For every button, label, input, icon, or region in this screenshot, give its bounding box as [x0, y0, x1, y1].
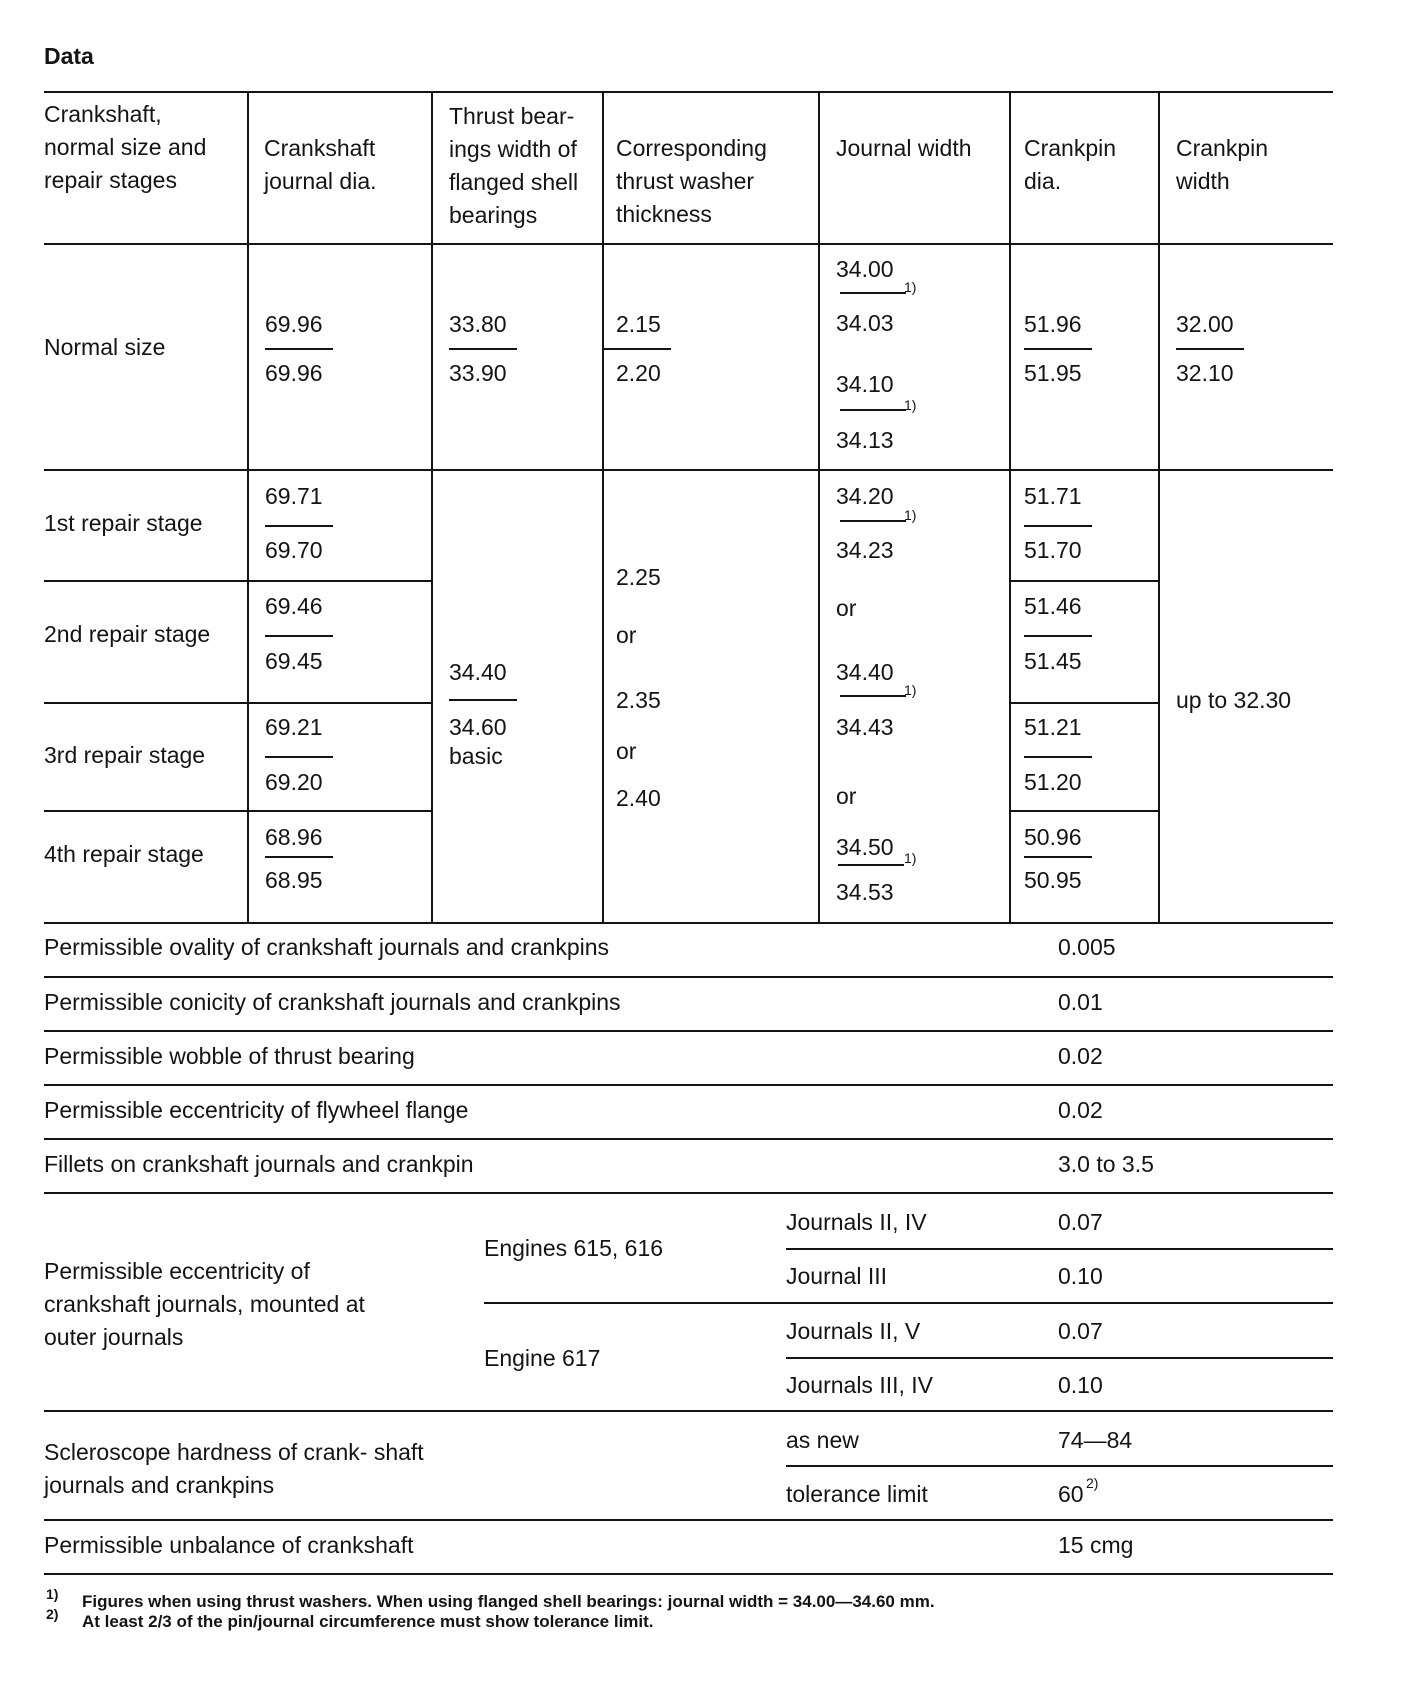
- fraction-bar: [840, 409, 906, 411]
- fraction-bar: [265, 756, 333, 758]
- row-rule: [44, 1138, 1333, 1140]
- fraction-bar: [265, 635, 333, 637]
- spec-label-ovality: Permissible ovality of crankshaft journals and crankpins: [44, 934, 610, 960]
- row-divider: [1010, 702, 1158, 704]
- repair-3-journal-dia-min: 69.20: [265, 769, 323, 795]
- repair-2-crankpin-dia-max: 51.46: [1024, 593, 1082, 619]
- spec-label-flywheel: Permissible eccentricity of flywheel flange: [44, 1097, 469, 1123]
- repair-thrust-width-min: 34.40: [449, 659, 507, 685]
- fraction-bar: [840, 520, 906, 522]
- fraction-bar: [1176, 348, 1244, 350]
- repair-washer-or: or: [616, 622, 637, 648]
- spec-label-conicity: Permissible conicity of crankshaft journals and crankpins: [44, 989, 621, 1015]
- repair-thrust-width-note: basic: [449, 743, 503, 769]
- column-divider: [818, 91, 820, 922]
- row-rule: [44, 1084, 1333, 1086]
- column-divider: [1009, 91, 1011, 922]
- footnote-2-text: At least 2/3 of the pin/journal circumference must show tolerance limit.: [82, 1612, 654, 1631]
- footnote-1-text: Figures when using thrust washers. When using flanged shell bearings: journal width = 34.00—34.60 mm.: [82, 1592, 935, 1611]
- repair-4-crankpin-dia-max: 50.96: [1024, 824, 1082, 850]
- main-table-bottom-rule: [44, 922, 1333, 924]
- repair-1-crankpin-dia-max: 51.71: [1024, 483, 1082, 509]
- eccentricity-value: 0.10: [1058, 1263, 1103, 1289]
- normal-journal-width-2-max: 34.13: [836, 427, 894, 453]
- engine-group-615-616: Engines 615, 616: [484, 1235, 664, 1261]
- fraction-bar: [838, 864, 904, 866]
- repair-2-crankpin-dia-min: 51.45: [1024, 648, 1082, 674]
- column-divider: [1158, 91, 1160, 922]
- fraction-bar: [265, 348, 333, 350]
- fraction-bar: [265, 525, 333, 527]
- normal-journal-width-1-max: 34.03: [836, 310, 894, 336]
- journals-label: Journal III: [786, 1263, 887, 1289]
- unbalance-value: 15 cmg: [1058, 1532, 1134, 1558]
- repair-washer-2: 2.35: [616, 687, 661, 713]
- footnote-marker-1: 1): [904, 850, 917, 866]
- hardness-condition: tolerance limit: [786, 1481, 928, 1507]
- hardness-label: Scleroscope hardness of crank- shaft journals and crankpins: [44, 1439, 424, 1498]
- repair-journal-width-1-min: 34.20: [836, 483, 894, 509]
- spec-value-wobble: 0.02: [1058, 1043, 1103, 1069]
- row-divider: [44, 810, 432, 812]
- repair-journal-width-or: or: [836, 783, 857, 809]
- normal-thrust-width-max: 33.90: [449, 360, 507, 386]
- normal-washer-max: 2.20: [616, 360, 661, 386]
- fraction-bar: [840, 292, 906, 294]
- row-divider: [44, 580, 432, 582]
- fraction-bar: [449, 699, 517, 701]
- normal-washer-min: 2.15: [616, 311, 661, 337]
- row-rule: [44, 1192, 1333, 1194]
- header-journal-width: Journal width: [836, 135, 972, 161]
- row-label-repair-2: 2nd repair stage: [44, 621, 211, 647]
- journals-label: Journals II, V: [786, 1318, 921, 1344]
- row-label-repair-1: 1st repair stage: [44, 510, 203, 536]
- hardness-condition: as new: [786, 1427, 859, 1453]
- row-label-repair-3: 3rd repair stage: [44, 742, 206, 768]
- repair-2-journal-dia-max: 69.46: [265, 593, 323, 619]
- repair-crankpin-width: up to 32.30: [1176, 687, 1292, 713]
- row-rule: [44, 1410, 1333, 1412]
- journals-label: Journals II, IV: [786, 1209, 927, 1235]
- column-divider: [602, 91, 604, 922]
- eccentricity-value: 0.07: [1058, 1209, 1103, 1235]
- header-stages: Crankshaft, normal size and repair stages: [44, 101, 207, 193]
- normal-journal-dia-min: 69.96: [265, 360, 323, 386]
- repair-1-crankpin-dia-min: 51.70: [1024, 537, 1082, 563]
- hardness-value: 74—84: [1058, 1427, 1133, 1453]
- normal-crankpin-width-min: 32.00: [1176, 311, 1234, 337]
- spec-value-flywheel: 0.02: [1058, 1097, 1103, 1123]
- normal-row-bottom-rule: [44, 469, 1333, 471]
- fraction-bar: [603, 348, 671, 350]
- row-rule: [786, 1465, 1333, 1467]
- footnote-1-marker: 1): [46, 1586, 59, 1602]
- page-title: Data: [44, 43, 94, 69]
- header-thrust-width: Thrust bear- ings width of flanged shell bearings: [449, 103, 579, 228]
- normal-journal-dia-max: 69.96: [265, 311, 323, 337]
- repair-1-journal-dia-min: 69.70: [265, 537, 323, 563]
- row-label-normal: Normal size: [44, 334, 166, 360]
- header-journal-dia: Crankshaft journal dia.: [264, 135, 377, 194]
- footnote-marker-1: 1): [904, 682, 917, 698]
- footnote-marker-2: 2): [1086, 1475, 1099, 1491]
- row-rule: [44, 1030, 1333, 1032]
- repair-washer-or: or: [616, 738, 637, 764]
- repair-washer-1: 2.25: [616, 564, 661, 590]
- normal-crankpin-dia-max: 51.96: [1024, 311, 1082, 337]
- row-divider: [44, 702, 432, 704]
- spec-value-ovality: 0.005: [1058, 934, 1116, 960]
- normal-crankpin-dia-min: 51.95: [1024, 360, 1082, 386]
- fraction-bar: [1024, 525, 1092, 527]
- spec-label-wobble: Permissible wobble of thrust bearing: [44, 1043, 415, 1069]
- column-divider: [247, 91, 249, 922]
- fraction-bar: [265, 856, 333, 858]
- unbalance-label: Permissible unbalance of crankshaft: [44, 1532, 414, 1558]
- repair-3-crankpin-dia-max: 51.21: [1024, 714, 1082, 740]
- repair-4-journal-dia-max: 68.96: [265, 824, 323, 850]
- footnote-2-marker: 2): [46, 1606, 59, 1622]
- row-rule: [786, 1248, 1333, 1250]
- fraction-bar: [1024, 348, 1092, 350]
- spec-value-conicity: 0.01: [1058, 989, 1103, 1015]
- repair-2-journal-dia-min: 69.45: [265, 648, 323, 674]
- row-label-repair-4: 4th repair stage: [44, 841, 204, 867]
- repair-journal-width-or: or: [836, 595, 857, 621]
- repair-4-crankpin-dia-min: 50.95: [1024, 867, 1082, 893]
- normal-journal-width-2-min: 34.10: [836, 371, 894, 397]
- eccentricity-value: 0.07: [1058, 1318, 1103, 1344]
- repair-washer-3: 2.40: [616, 785, 661, 811]
- header-washer: Corresponding thrust washer thickness: [616, 135, 767, 227]
- normal-journal-width-1-min: 34.00: [836, 256, 894, 282]
- normal-thrust-width-min: 33.80: [449, 311, 507, 337]
- hardness-value: 60: [1058, 1481, 1084, 1507]
- repair-journal-width-2-min: 34.40: [836, 659, 894, 685]
- footnote-marker-1: 1): [904, 279, 917, 295]
- spec-value-fillets: 3.0 to 3.5: [1058, 1151, 1154, 1177]
- eccentricity-value: 0.10: [1058, 1372, 1103, 1398]
- table-top-rule: [44, 91, 1333, 93]
- row-rule: [44, 976, 1333, 978]
- row-rule: [786, 1357, 1333, 1359]
- repair-4-journal-dia-min: 68.95: [265, 867, 323, 893]
- header-crankpin-dia: Crankpin dia.: [1024, 135, 1117, 194]
- fraction-bar: [840, 695, 906, 697]
- row-rule: [44, 1519, 1333, 1521]
- repair-journal-width-3-max: 34.53: [836, 879, 894, 905]
- repair-thrust-width-max: 34.60: [449, 714, 507, 740]
- footnote-marker-1: 1): [904, 507, 917, 523]
- repair-3-journal-dia-max: 69.21: [265, 714, 323, 740]
- fraction-bar: [1024, 635, 1092, 637]
- spec-label-fillets: Fillets on crankshaft journals and crankpin: [44, 1151, 474, 1177]
- row-divider: [1010, 810, 1158, 812]
- row-divider: [1010, 580, 1158, 582]
- header-crankpin-width: Crankpin width: [1176, 135, 1269, 194]
- fraction-bar: [1024, 856, 1092, 858]
- repair-journal-width-2-max: 34.43: [836, 714, 894, 740]
- header-bottom-rule: [44, 243, 1333, 245]
- journals-label: Journals III, IV: [786, 1372, 934, 1398]
- repair-1-journal-dia-max: 69.71: [265, 483, 323, 509]
- row-rule: [44, 1573, 1333, 1575]
- eccentricity-label: Permissible eccentricity of crankshaft journals, mounted at outer journals: [44, 1258, 365, 1350]
- repair-journal-width-3-min: 34.50: [836, 834, 894, 860]
- column-divider: [431, 91, 433, 922]
- normal-crankpin-width-max: 32.10: [1176, 360, 1234, 386]
- engine-group-617: Engine 617: [484, 1345, 601, 1371]
- repair-journal-width-1-max: 34.23: [836, 537, 894, 563]
- fraction-bar: [449, 348, 517, 350]
- footnote-marker-1: 1): [904, 397, 917, 413]
- repair-3-crankpin-dia-min: 51.20: [1024, 769, 1082, 795]
- fraction-bar: [1024, 756, 1092, 758]
- row-rule: [484, 1302, 1333, 1304]
